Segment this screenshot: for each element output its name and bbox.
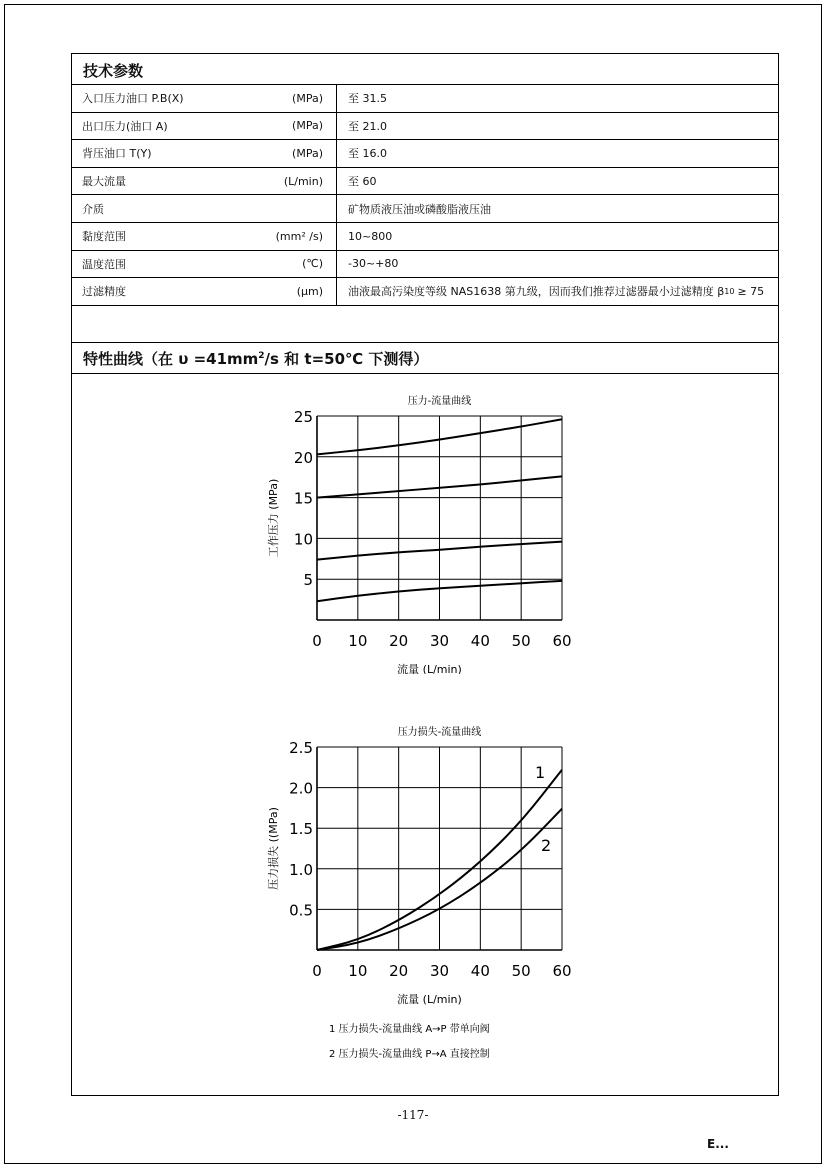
x-tick-label: 10 bbox=[348, 631, 368, 650]
x-tick-label: 20 bbox=[389, 961, 409, 980]
x-tick-label: 40 bbox=[470, 961, 490, 980]
param-name-cell bbox=[72, 195, 337, 222]
y-tick-label: 20 bbox=[293, 448, 313, 467]
curves-title-sup: 2 bbox=[258, 350, 265, 361]
x-tick-label: 60 bbox=[552, 961, 572, 980]
curves-area bbox=[72, 374, 778, 1096]
table-row bbox=[72, 195, 778, 223]
param-name: 出口压力(油口 A) bbox=[82, 119, 168, 133]
param-name: 入口压力油口 P.B(X) bbox=[82, 92, 184, 106]
y-axis-label: 压力损失 ((MPa) bbox=[267, 806, 280, 890]
y-tick-label: 10 bbox=[293, 530, 313, 549]
y-tick-label: 2.5 bbox=[289, 738, 313, 757]
y-tick-label: 25 bbox=[293, 407, 313, 426]
param-unit: (mm² /s) bbox=[275, 229, 323, 243]
x-tick-label: 10 bbox=[348, 961, 368, 980]
filter-ratio: ≥ 75 bbox=[737, 284, 765, 298]
curves-heading bbox=[72, 343, 778, 374]
table-row bbox=[72, 85, 778, 113]
table-row bbox=[72, 113, 778, 141]
chart-title: 压力-流量曲线 bbox=[407, 395, 472, 407]
param-name-cell bbox=[72, 113, 337, 140]
y-axis-label: 工作压力 (MPa) bbox=[267, 478, 280, 557]
param-value: 10~800 bbox=[348, 229, 393, 243]
param-value: 至 31.5 bbox=[348, 92, 387, 106]
filter-subscript: 10 bbox=[724, 286, 735, 296]
y-tick-label: 0.5 bbox=[289, 901, 313, 920]
table-row bbox=[72, 140, 778, 168]
param-unit: (L/min) bbox=[283, 174, 323, 188]
x-axis-label: 流量 (L/min) bbox=[397, 662, 462, 674]
param-name-cell bbox=[72, 140, 337, 167]
x-tick-label: 50 bbox=[511, 961, 531, 980]
x-tick-label: 40 bbox=[470, 631, 490, 650]
spec-sheet bbox=[71, 53, 779, 1096]
y-tick-label: 1.0 bbox=[289, 860, 313, 879]
param-name-cell bbox=[72, 251, 337, 278]
param-name: 背压油口 T(Y) bbox=[82, 147, 152, 161]
param-name: 过滤精度 bbox=[82, 285, 126, 299]
table-row bbox=[72, 278, 778, 306]
pressure-flow-chart bbox=[72, 374, 778, 674]
tech-params-table bbox=[72, 85, 778, 306]
param-name-cell bbox=[72, 168, 337, 195]
table-row bbox=[72, 251, 778, 279]
chart-note: 1 压力损失-流量曲线 A→P 带单向阀 bbox=[329, 1023, 490, 1035]
series-label: 2 bbox=[541, 835, 552, 855]
param-unit: (MPa) bbox=[292, 146, 323, 160]
x-tick-label: 60 bbox=[552, 631, 572, 650]
pressure-loss-chart bbox=[72, 704, 778, 1104]
x-axis-label: 流量 (L/min) bbox=[397, 992, 462, 1006]
curves-title-pre: 特性曲线（在 υ =41mm bbox=[83, 349, 259, 368]
x-tick-label: 0 bbox=[312, 961, 322, 980]
param-name-cell bbox=[72, 223, 337, 250]
param-value bbox=[337, 278, 778, 305]
chart-title: 压力损失-流量曲线 bbox=[397, 726, 482, 738]
param-name: 最大流量 bbox=[82, 175, 126, 189]
param-value: -30~+80 bbox=[348, 257, 399, 271]
param-unit: (μm) bbox=[296, 284, 323, 298]
param-name-cell bbox=[72, 278, 337, 305]
y-tick-label: 5 bbox=[303, 570, 313, 589]
param-unit: (MPa) bbox=[292, 91, 323, 105]
chart-note: 2 压力损失-流量曲线 P→A 直接控制 bbox=[329, 1048, 490, 1060]
param-name-cell bbox=[72, 85, 337, 112]
param-name: 介质 bbox=[82, 202, 104, 216]
param-unit: (℃) bbox=[302, 257, 323, 271]
param-unit: (MPa) bbox=[292, 119, 323, 133]
x-tick-label: 0 bbox=[312, 631, 322, 650]
series-label: 1 bbox=[535, 762, 546, 782]
param-value: 矿物质液压油或磷酸脂液压油 bbox=[348, 202, 491, 216]
param-value: 至 16.0 bbox=[348, 147, 387, 161]
table-row bbox=[72, 223, 778, 251]
x-tick-label: 30 bbox=[429, 961, 450, 980]
param-value: 至 21.0 bbox=[348, 119, 387, 133]
param-name: 黏度范围 bbox=[82, 230, 126, 244]
curves-title-post: /s 和 t=50℃ 下测得） bbox=[264, 349, 429, 368]
y-tick-label: 2.0 bbox=[289, 779, 313, 798]
param-value: 至 60 bbox=[348, 175, 377, 189]
x-tick-label: 50 bbox=[511, 631, 531, 650]
page-number: -117- bbox=[397, 1108, 429, 1122]
y-tick-label: 15 bbox=[293, 489, 313, 508]
param-name: 温度范围 bbox=[82, 257, 126, 271]
blank-row bbox=[72, 306, 778, 343]
tech-params-heading: 技术参数 bbox=[72, 54, 778, 85]
corner-mark: E... bbox=[707, 1137, 729, 1151]
y-tick-label: 1.5 bbox=[289, 819, 313, 838]
table-row bbox=[72, 168, 778, 196]
x-tick-label: 20 bbox=[389, 631, 409, 650]
filter-text: 油液最高污染度等级 NAS1638 第九级，因而我们推荐过滤器最小过滤精度 β bbox=[348, 285, 725, 299]
x-tick-label: 30 bbox=[429, 631, 450, 650]
